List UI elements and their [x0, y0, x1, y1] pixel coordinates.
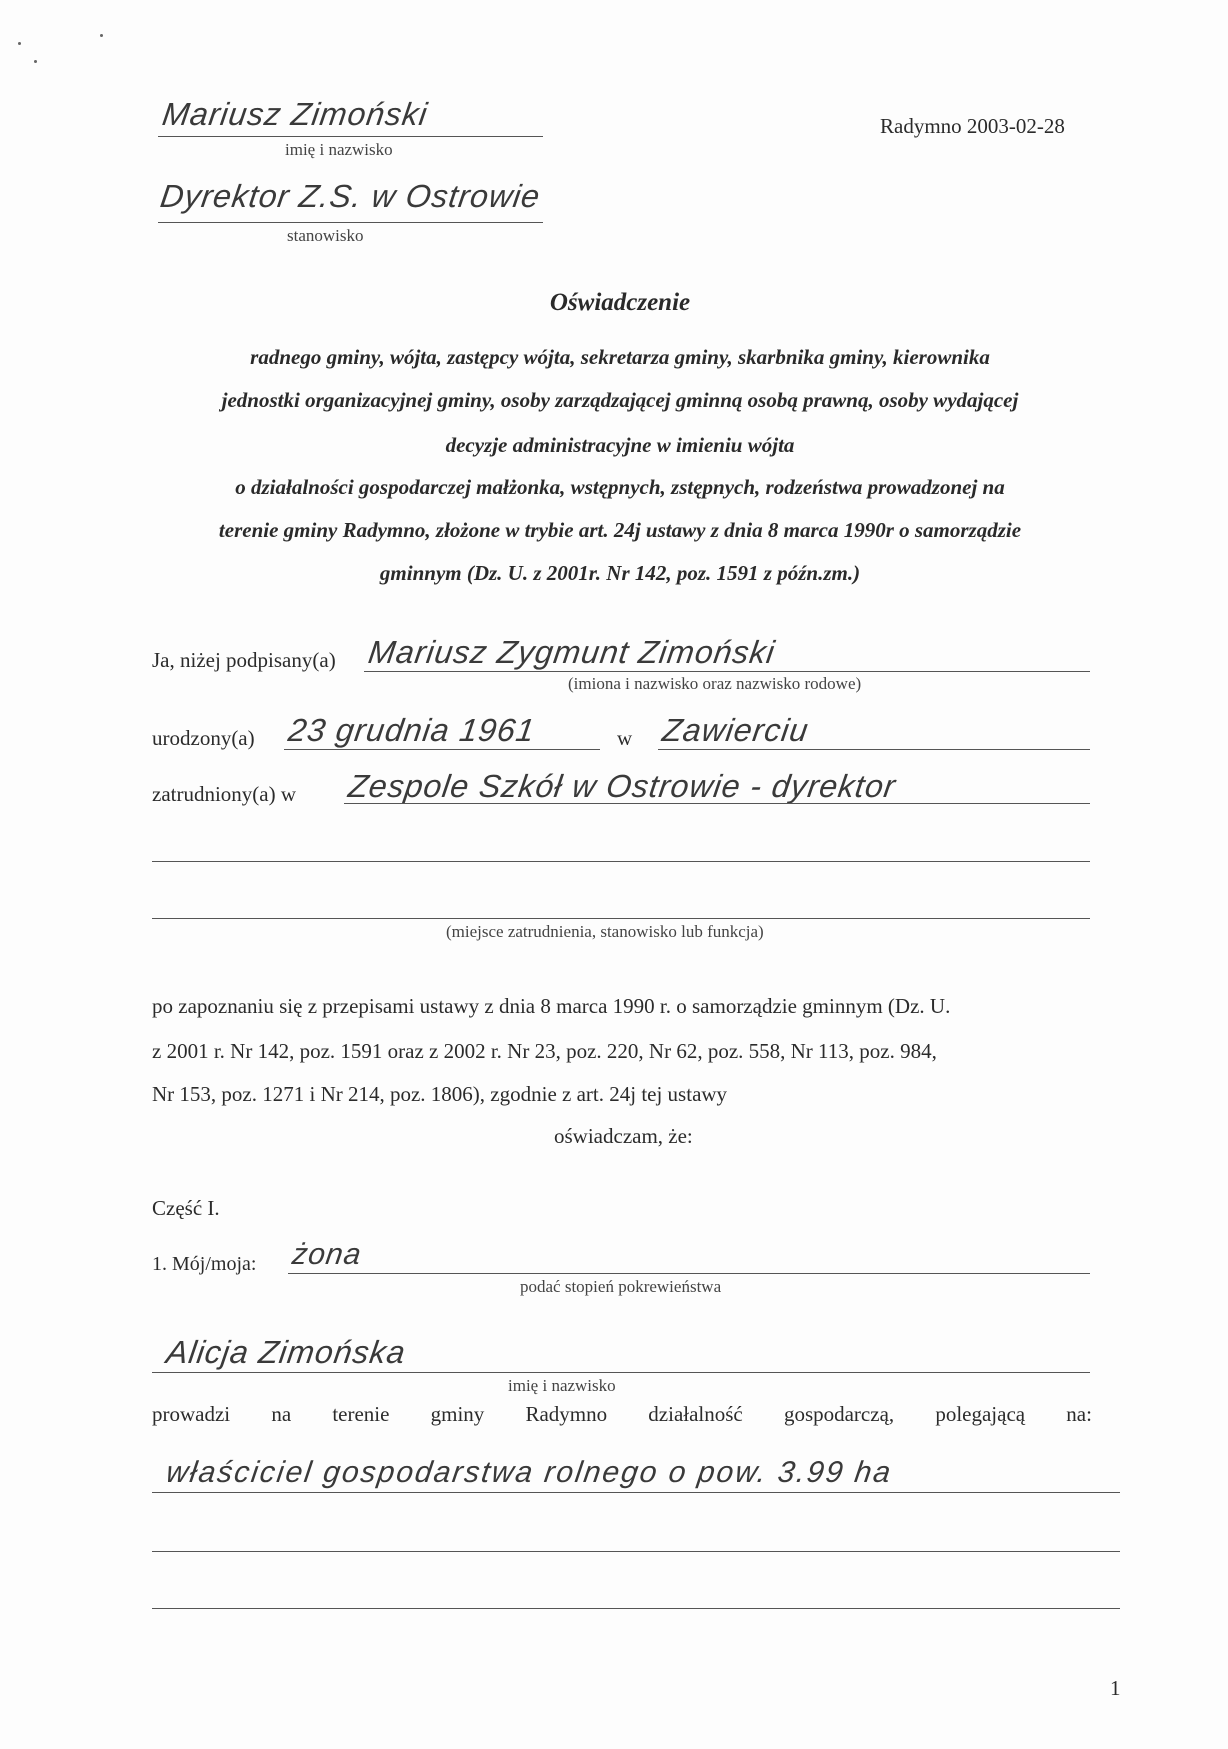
label-born: urodzony(a): [152, 726, 255, 750]
author-position-caption: stanowisko: [287, 226, 364, 245]
employment-line-2: [152, 861, 1090, 862]
person-name-handwritten: Alicja Zimońska: [164, 1334, 409, 1370]
title-line-5: terenie gminy Radymno, złożone w trybie art. 24j ustawy z dnia 8 marca 1990r o samorządzie: [218, 518, 1022, 542]
employment-caption: (miejsce zatrudnienia, stanowisko lub funkcja): [446, 922, 764, 941]
birth-date-handwritten: 23 grudnia 1961: [286, 712, 538, 748]
conducts-line: [152, 1396, 1092, 1433]
declarant-name-handwritten: Mariusz Zygmunt Zimoński: [366, 634, 778, 670]
relation-line: [288, 1273, 1090, 1274]
label-relation: 1. Mój/moja:: [152, 1253, 257, 1275]
place-date: Radymno 2003-02-28: [880, 114, 1065, 138]
conducts-word: terenie: [332, 1402, 390, 1426]
author-position-line: [158, 222, 543, 223]
statement-line-2: z 2001 r. Nr 142, poz. 1591 oraz z 2002 r. Nr 23, poz. 220, Nr 62, poz. 558, Nr 113, poz. 984,: [152, 1039, 937, 1063]
activity-line-2: [152, 1551, 1120, 1552]
scan-speck: [18, 42, 21, 45]
conducts-word: działalność: [648, 1402, 743, 1426]
label-in: w: [617, 726, 633, 750]
person-name-line: [152, 1372, 1090, 1373]
statement-line-3: Nr 153, poz. 1271 i Nr 214, poz. 1806), zgodnie z art. 24j tej ustawy: [152, 1082, 728, 1106]
person-name-caption: imię i nazwisko: [508, 1376, 616, 1395]
title-line-2: jednostki organizacyjnej gminy, osoby zarządzającej gminną osobą prawną, osoby wydającej: [221, 388, 1019, 412]
document-heading: Oświadczenie: [549, 289, 691, 316]
activity-line: [152, 1492, 1120, 1493]
title-line-6: gminnym (Dz. U. z 2001r. Nr 142, poz. 1591 z późn.zm.): [379, 561, 861, 585]
statement-line-1: po zapoznaniu się z przepisami ustawy z dnia 8 marca 1990 r. o samorządzie gminnym (Dz. U.: [152, 994, 951, 1018]
label-employed: zatrudniony(a) w: [152, 782, 297, 806]
part1-heading: Część I.: [152, 1196, 220, 1220]
birth-date-line: [284, 749, 600, 750]
conducts-word: na: [271, 1402, 292, 1426]
declare-text: oświadczam, że:: [554, 1124, 693, 1148]
birth-place-line: [658, 749, 1090, 750]
conducts-word: polegającą: [935, 1402, 1026, 1426]
page-number: 1: [1110, 1676, 1121, 1700]
relation-handwritten: żona: [290, 1238, 364, 1271]
scan-speck: [100, 34, 103, 37]
employment-line-3: [152, 918, 1090, 919]
declarant-name-caption: (imiona i nazwisko oraz nazwisko rodowe): [568, 674, 862, 693]
title-line-4: o działalności gospodarczej małżonka, wstępnych, zstępnych, rodzeństwa prowadzonej na: [235, 475, 1005, 499]
declarant-name-line: [364, 671, 1090, 672]
author-name-handwritten: Mariusz Zimoński: [160, 96, 431, 132]
title-line-3: decyzje administracyjne w imieniu wójta: [445, 433, 795, 457]
conducts-word: gospodarczą,: [783, 1402, 895, 1426]
conducts-word: prowadzi: [152, 1402, 231, 1426]
scan-speck: [34, 60, 37, 63]
conducts-word: Radymno: [525, 1402, 608, 1426]
author-name-line: [158, 136, 543, 137]
conducts-word: gminy: [430, 1402, 485, 1426]
activity-handwritten: właściciel gospodarstwa rolnego o pow. 3.99 ha: [164, 1456, 895, 1489]
relation-caption: podać stopień pokrewieństwa: [520, 1277, 722, 1296]
author-name-caption: imię i nazwisko: [285, 140, 393, 159]
conducts-word: na:: [1066, 1402, 1092, 1426]
label-declarant-name: Ja, niżej podpisany(a): [152, 648, 336, 672]
activity-line-3: [152, 1608, 1120, 1609]
title-line-1: radnego gminy, wójta, zastępcy wójta, sekretarza gminy, skarbnika gminy, kierownika: [250, 345, 990, 369]
birth-place-handwritten: Zawierciu: [660, 712, 812, 748]
employment-handwritten: Zespole Szkół w Ostrowie - dyrektor: [346, 768, 899, 804]
author-position-handwritten: Dyrektor Z.S. w Ostrowie: [158, 178, 543, 214]
employment-line: [344, 803, 1090, 804]
